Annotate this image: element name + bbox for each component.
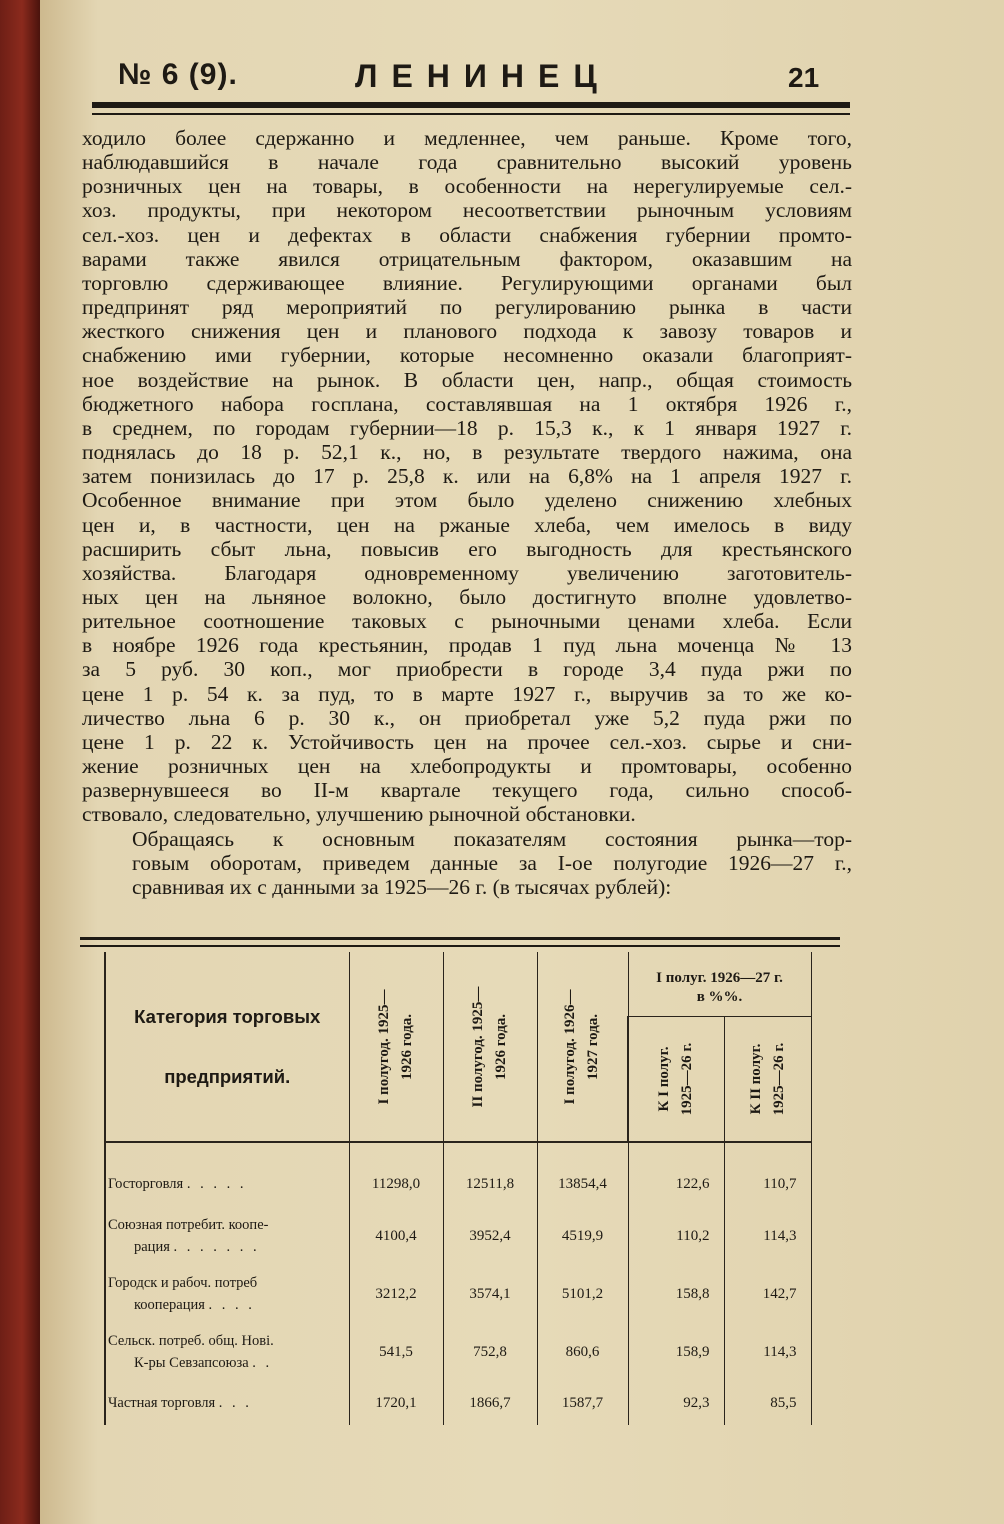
text-line: сел.-хоз. цен и дефектах в области снабжения губернии промто-	[82, 222, 852, 247]
value-cell-c1: 11298,0	[349, 1161, 443, 1207]
percent-cell-c5: 114,3	[724, 1323, 811, 1381]
text-line: говым оборотам, приведем данные за I-ое полугодие 1926—27 г.,	[132, 850, 852, 875]
col4-line2: 1925—26 г.	[679, 1042, 696, 1116]
header-rule-thin	[92, 113, 850, 115]
masthead	[80, 58, 850, 98]
text-line: поднялась до 18 р. 52,1 к., но, в результате твердого нажима, она	[82, 440, 852, 465]
percent-cell-c5: 85,5	[724, 1381, 811, 1425]
value-cell-c2: 752,8	[443, 1323, 537, 1381]
row-name-line1	[108, 1392, 349, 1414]
table-row	[105, 1161, 811, 1207]
row-category-name	[105, 1207, 349, 1265]
text-line: в ноябре 1926 года крестьянин, продав 1 пуд льна моченца № 13	[82, 633, 852, 658]
text-line: Обращаясь к основным показателям состояния рынка—тор-	[132, 826, 852, 851]
text-line: затем понизилась до 17 р. 25,8 к. или на 6,8% на 1 апреля 1927 г.	[82, 464, 852, 489]
row-category-name	[105, 1323, 349, 1381]
row-name-line2	[108, 1352, 349, 1374]
spacer-cell	[628, 1142, 724, 1161]
group-header-percent	[628, 952, 811, 1017]
text-line: жение розничных цен на хлебопродукты и промтовары, особенно	[82, 754, 852, 779]
value-cell-c1: 4100,4	[349, 1207, 443, 1265]
value-cell-c3: 13854,4	[537, 1161, 628, 1207]
trade-turnover-table	[104, 952, 812, 1425]
text-line: Особенное внимание при этом было уделено снижению хлебных	[82, 488, 852, 513]
text-line: снабжению ими губернии, которые несомненно оказали благоприят-	[82, 343, 852, 368]
row-category-name	[105, 1265, 349, 1323]
text-line: ствовало, следовательно, улучшению рыночной обстановки.	[82, 802, 636, 827]
col5-line2: 1925—26 г.	[770, 1042, 787, 1116]
value-cell-c3: 1587,7	[537, 1381, 628, 1425]
text-line: розничных цен на товары, в особенности на нерегулируемые сел.-	[82, 174, 852, 199]
table-row	[105, 1265, 811, 1323]
col4-line1: К I полуг.	[656, 1046, 673, 1112]
row-name-line1	[108, 1173, 349, 1195]
row-name-line2	[108, 1294, 349, 1316]
row-category-name	[105, 1161, 349, 1207]
text-line: личество льна 6 р. 30 к., он приобретал уже 5,2 пуда ржи по	[82, 705, 852, 730]
page-number: 21	[788, 62, 820, 93]
row-name-line2	[108, 1236, 349, 1258]
col1-line1: I полугод. 1925—	[376, 988, 392, 1105]
text-line: ных цен на льняное волокно, было достигнуто вполне удовлетво-	[82, 584, 852, 609]
value-cell-c3: 860,6	[537, 1323, 628, 1381]
row-name-line1: Городск и рабоч. потреб	[108, 1275, 258, 1291]
table-row	[105, 1323, 811, 1381]
text-line: варами также явился отрицательным фактором, оказавшим на	[82, 246, 852, 271]
text-line: расширить сбыт льна, повысив его выгодность для крестьянского	[82, 536, 852, 561]
category-header-line1: Категория торговых	[134, 1005, 321, 1027]
text-line: хоз. продукты, при некотором несоответствии рыночным условиям	[82, 198, 852, 223]
group-header-line1: I полуг. 1926—27 г.	[656, 970, 783, 986]
percent-cell-c5: 110,7	[724, 1161, 811, 1207]
journal-title: ЛЕНИНЕЦ	[355, 58, 611, 94]
value-cell-c2: 3574,1	[443, 1265, 537, 1323]
percent-cell-c4: 92,3	[628, 1381, 724, 1425]
value-cell-c3: 4519,9	[537, 1207, 628, 1265]
text-line: бюджетного набора госплана, составлявшая на 1 октября 1926 г.,	[82, 391, 852, 416]
category-header	[105, 952, 349, 1142]
text-line: рительное соотношение таковых с рыночными ценами хлеба. Если	[82, 609, 852, 634]
value-cell-c1: 3212,2	[349, 1265, 443, 1323]
text-line: хозяйства. Благодаря одновременному увеличению заготовитель-	[82, 560, 852, 585]
value-cell-c2: 12511,8	[443, 1161, 537, 1207]
text-line: за 5 руб. 30 коп., мог приобрести в городе 3,4 пуда ржи по	[82, 657, 852, 682]
spacer-cell	[724, 1142, 811, 1161]
col-header-h2-1925-26	[443, 952, 537, 1142]
value-cell-c1: 1720,1	[349, 1381, 443, 1425]
row-category-name	[105, 1381, 349, 1425]
col1-line2: 1926 года.	[399, 1013, 415, 1080]
paragraph-1	[82, 126, 852, 827]
row-name-text: Частная торговля	[108, 1395, 216, 1411]
table-row	[105, 1207, 811, 1265]
table-top-rule	[80, 937, 840, 940]
table-top-rule-thin	[80, 945, 840, 947]
book-spine-edge	[0, 0, 40, 1524]
header-rule-thick	[92, 102, 850, 108]
text-line: цене 1 р. 54 к. за пуд, то в марте 1927 г., выручив за то же ко-	[82, 681, 852, 706]
issue-number: № 6 (9).	[118, 58, 238, 91]
row-name-line2-text: К-ры Севзапсоюза	[134, 1355, 249, 1371]
text-line: в среднем, по городам губернии—18 р. 15,3 к., к 1 января 1927 г.	[82, 415, 852, 440]
row-name-line1: Союзная потребит. коопе-	[108, 1217, 269, 1233]
row-name-line2-text: кооперация	[134, 1297, 205, 1313]
text-line: торговлю сдерживающее влияние. Регулирующими органами был	[82, 270, 852, 295]
paragraph-2	[82, 827, 852, 899]
percent-cell-c5: 114,3	[724, 1207, 811, 1265]
spacer-cell	[349, 1142, 443, 1161]
group-header-line2: в %%.	[696, 989, 743, 1005]
spacer-cell	[443, 1142, 537, 1161]
percent-cell-c4: 158,9	[628, 1323, 724, 1381]
row-leader-dots: . . . . .	[186, 1176, 247, 1192]
col3-line2: 1927 года.	[585, 1013, 602, 1080]
text-line: цен и, в частности, цен на ржаные хлеба, чем имелось в виду	[82, 512, 852, 537]
col2-line2: 1926 года.	[493, 1013, 509, 1080]
text-line: ходило более сдержанно и медленнее, чем раньше. Кроме того,	[82, 126, 852, 150]
row-name-line2-text: рация	[134, 1239, 170, 1255]
text-line: жесткого снижения цен и планового подхода к завозу товаров и	[82, 319, 852, 344]
spacer-cell	[105, 1142, 349, 1161]
row-leader-dots: . . . .	[208, 1297, 255, 1313]
value-cell-c3: 5101,2	[537, 1265, 628, 1323]
percent-cell-c4: 158,8	[628, 1265, 724, 1323]
row-name-line1: Сельск. потреб. общ. Нові.	[108, 1333, 274, 1349]
category-header-line2: предприятий.	[164, 1065, 291, 1087]
col5-line1: К II полуг.	[747, 1043, 764, 1115]
col-header-h1-1925-26	[349, 952, 443, 1142]
col-header-vs-h1	[628, 1017, 724, 1143]
spacer-cell	[537, 1142, 628, 1161]
col3-line1: I полугод. 1926—	[562, 988, 579, 1105]
text-line: развернувшееся во II-м квартале текущего года, сильно способ-	[82, 778, 852, 803]
text-line: наблюдавшийся в начале года сравнительно высокий уровень	[82, 150, 852, 175]
text-line: ное воздействие на рынок. В области цен, напр., общая стоимость	[82, 367, 852, 392]
value-cell-c2: 1866,7	[443, 1381, 537, 1425]
percent-cell-c5: 142,7	[724, 1265, 811, 1323]
text-line: предпринят ряд мероприятий по регулированию рынка в части	[82, 295, 852, 320]
text-line: цене 1 р. 22 к. Устойчивость цен на прочее сел.-хоз. сырье и сни-	[82, 729, 852, 754]
row-name-text: Госторговля	[108, 1176, 184, 1192]
row-leader-dots: . .	[252, 1355, 273, 1371]
col-header-h1-1926-27	[537, 952, 628, 1142]
percent-cell-c4: 122,6	[628, 1161, 724, 1207]
percent-cell-c4: 110,2	[628, 1207, 724, 1265]
text-line: сравнивая их с данными за 1925—26 г. (в тысячах рублей):	[132, 874, 672, 899]
article-text	[82, 126, 852, 899]
row-leader-dots: . . .	[218, 1395, 252, 1411]
col-header-vs-h2	[724, 1017, 811, 1143]
row-leader-dots: . . . . . . .	[173, 1239, 260, 1255]
value-cell-c1: 541,5	[349, 1323, 443, 1381]
value-cell-c2: 3952,4	[443, 1207, 537, 1265]
col2-line1: II полугод. 1925—	[470, 986, 486, 1107]
table-row	[105, 1381, 811, 1425]
